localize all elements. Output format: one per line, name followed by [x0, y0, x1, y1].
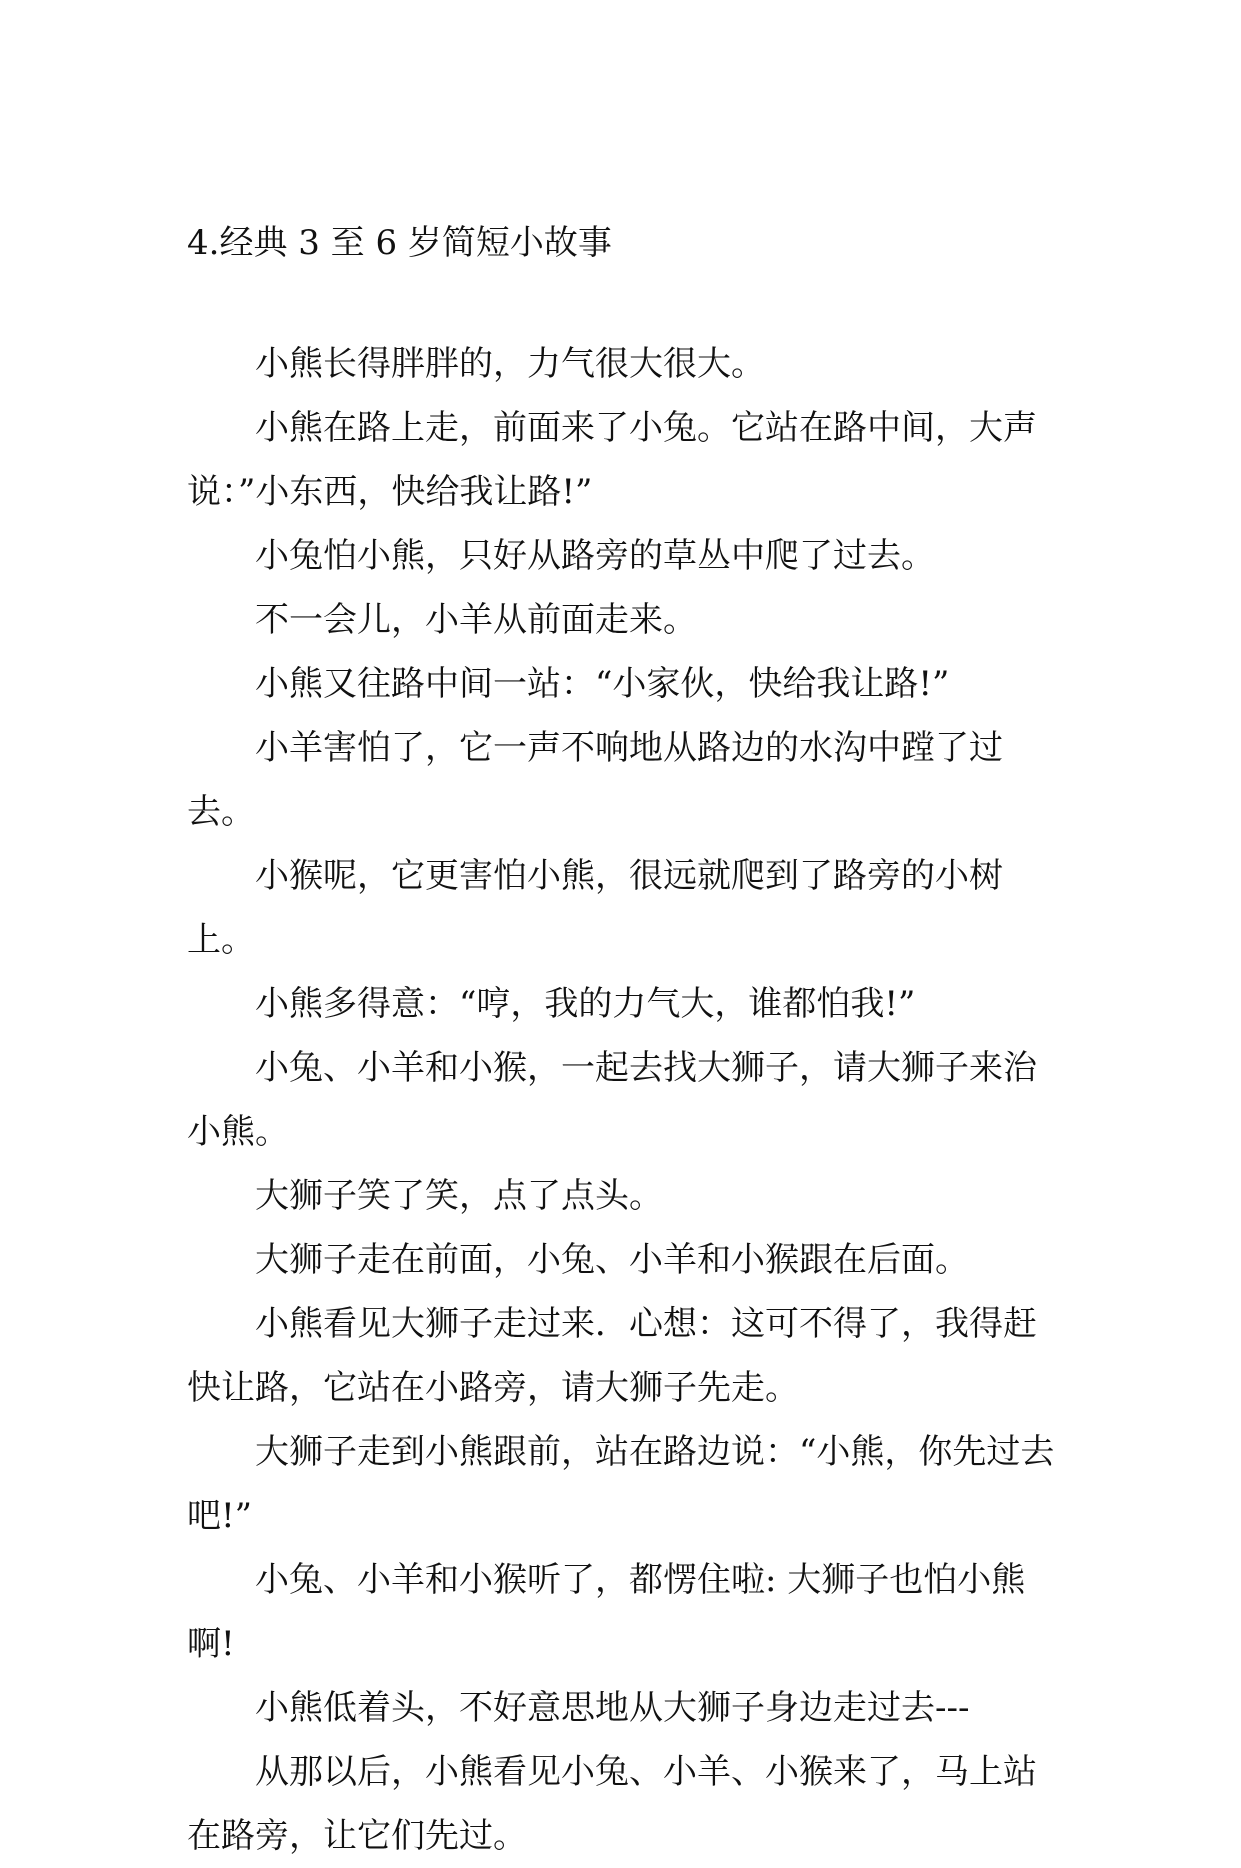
story-paragraph: 大狮子走到小熊跟前，站在路边说：“小熊，你先过去吧!”	[187, 1432, 1055, 1536]
story-body	[187, 332, 1059, 1868]
story-paragraph: 小熊在路上走，前面来了小兔。它站在路中间，大声说：”小东西，快给我让路!”	[187, 408, 1037, 512]
story-title: 4.经典 3 至 6 岁简短小故事	[187, 223, 612, 263]
story-paragraph: 从那以后，小熊看见小兔、小羊、小猴来了，马上站在路旁，让它们先过。	[187, 1752, 1037, 1856]
story-paragraph: 小羊害怕了，它一声不响地从路边的水沟中蹚了过去。	[187, 728, 1003, 832]
story-paragraph: 小熊看见大狮子走过来．心想：这可不得了，我得赶快让路，它站在小路旁，请大狮子先走。	[187, 1304, 1037, 1408]
story-paragraph: 小兔、小羊和小猴听了，都愣住啦: 大狮子也怕小熊啊!	[187, 1560, 1026, 1664]
story-paragraph: 小熊长得胖胖的，力气很大很大。	[255, 344, 765, 384]
story-paragraph: 大狮子走在前面，小兔、小羊和小猴跟在后面。	[255, 1240, 969, 1280]
story-paragraph: 小熊低着头，不好意思地从大狮子身边走过去---	[255, 1688, 970, 1728]
story-paragraph: 小兔、小羊和小猴，一起去找大狮子，请大狮子来治小熊。	[187, 1048, 1037, 1152]
story-paragraph: 小兔怕小熊，只好从路旁的草丛中爬了过去。	[255, 536, 935, 576]
story-paragraph: 小猴呢，它更害怕小熊，很远就爬到了路旁的小树上。	[187, 856, 1003, 960]
story-paragraph: 不一会儿，小羊从前面走来。	[255, 600, 697, 640]
story-paragraph: 小熊又往路中间一站：“小家伙，快给我让路!”	[255, 664, 950, 704]
story-paragraph: 大狮子笑了笑，点了点头。	[255, 1176, 663, 1216]
story-paragraph: 小熊多得意：“哼，我的力气大，谁都怕我!”	[255, 984, 916, 1024]
